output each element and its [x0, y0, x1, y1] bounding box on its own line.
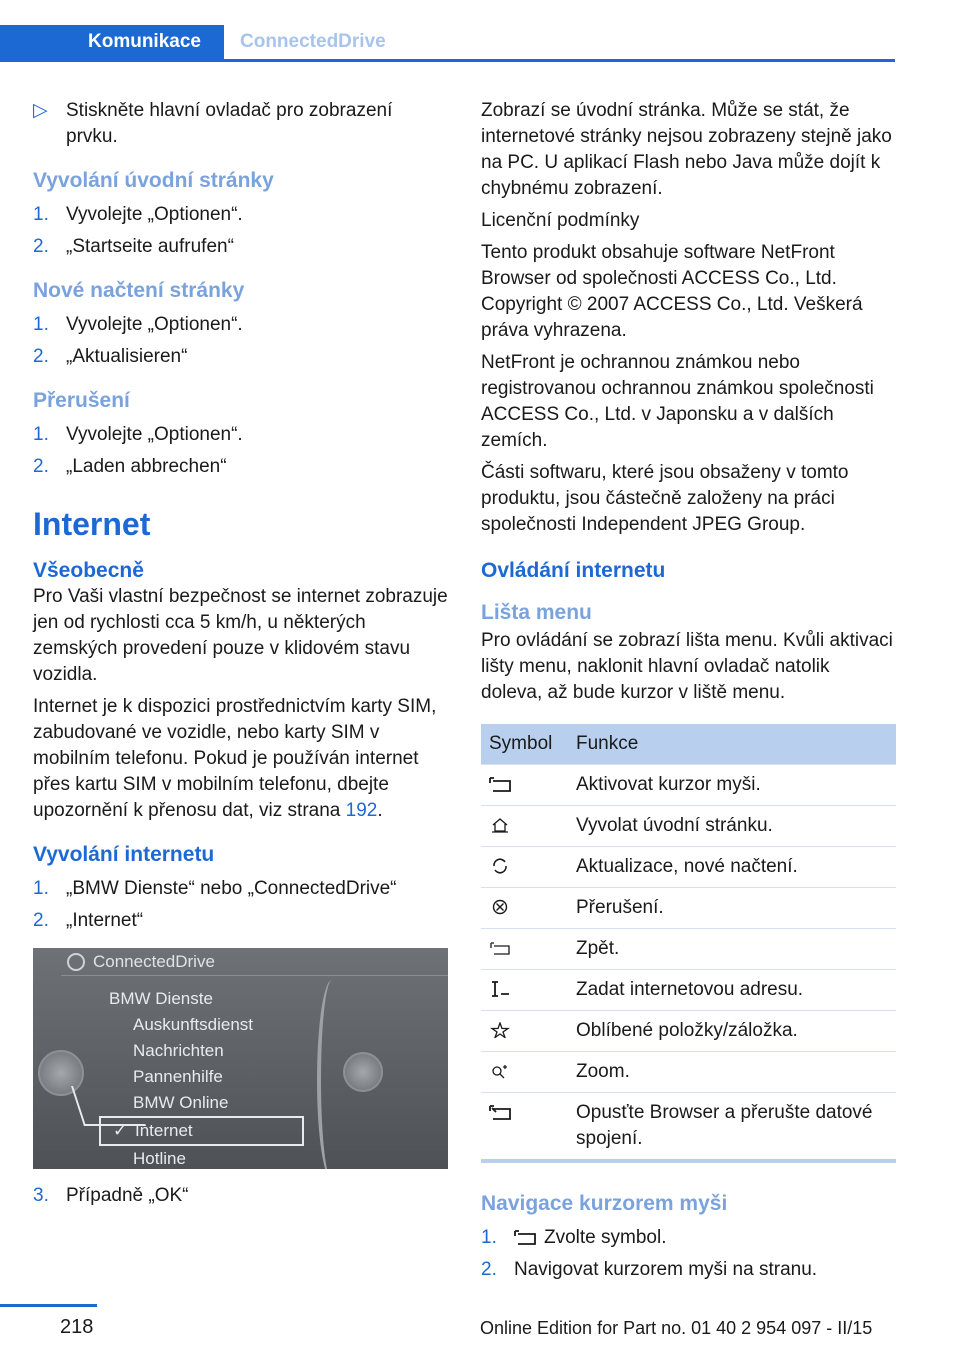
table-cell-icon	[481, 764, 568, 805]
step-number: 1.	[481, 1226, 497, 1248]
check-icon: ✓	[113, 1121, 128, 1140]
step-number: 2.	[33, 346, 49, 367]
screen-menu-item: BMW Dienste	[109, 989, 213, 1008]
right-column	[481, 98, 896, 1289]
footer-divider	[0, 1304, 97, 1307]
left-column	[33, 98, 448, 1215]
table-row	[481, 1010, 896, 1051]
section-title-cursor-navigation: Navigace kurzorem myši	[481, 1191, 728, 1215]
cancel-icon	[489, 899, 511, 915]
general-paragraph-2-end: .	[377, 800, 383, 821]
general-paragraph-2-text: Internet je k dispozici prostřednictvím karty SIM, zabudované ve vozidle, nebo karty SIM v mobilním telefonu. Pokud je používán internet přes kartu SIM v mobilním telefonu, dbejte upozornění k přenosu dat, viz strana	[33, 696, 437, 821]
tab-komunikace[interactable]: Komunikace	[0, 25, 224, 59]
list-item	[33, 1183, 448, 1209]
step-text: Zvolte symbol.	[544, 1226, 667, 1248]
triangle-bullet-icon: ▷	[33, 100, 48, 121]
step-text: „Startseite aufrufen“	[66, 236, 234, 257]
list-item	[33, 422, 448, 448]
table-header-symbol: Symbol	[481, 724, 568, 764]
callout-pointer	[71, 1086, 146, 1126]
table-cell-icon	[481, 928, 568, 969]
section-title-menu-bar: Lišta menu	[481, 601, 592, 624]
star-icon	[489, 1022, 511, 1038]
table-header-row	[481, 724, 896, 764]
list-item	[33, 454, 448, 480]
table-cell-function: Přerušení.	[568, 887, 896, 928]
section-title-reload: Nové načtení stránky	[33, 279, 245, 302]
paragraph-menu-bar: Pro ovládání se zobrazí lišta menu. Kvůli aktivaci lišty menu, naklonit hlavní ovladač natolik doleva, až bude kurzor v liště menu.	[481, 630, 893, 703]
zoom-icon	[489, 1063, 511, 1079]
table-row	[481, 1092, 896, 1161]
paragraph-netfront: Tento produkt obsahuje software NetFront Browser od společnosti ACCESS Co., Ltd. Copyright © 2007 ACCESS Co., Ltd. Veškerá práva vyhrazena.	[481, 242, 863, 341]
step-number: 2.	[33, 236, 49, 257]
section-title-call-internet: Vyvolání internetu	[33, 843, 215, 866]
mouse-cursor-icon	[514, 1229, 536, 1245]
step-number: 1.	[33, 314, 49, 335]
table-cell-function: Zpět.	[568, 928, 896, 969]
table-row	[481, 764, 896, 805]
table-row	[481, 969, 896, 1010]
screen-menu-item: Auskunftsdienst	[133, 1015, 254, 1034]
list-item	[33, 876, 448, 902]
step-text: Vyvolejte „Optionen“.	[66, 204, 243, 225]
table-cell-function: Zoom.	[568, 1051, 896, 1092]
table-cell-icon	[481, 969, 568, 1010]
intro-bullet	[33, 98, 448, 150]
step-number: 3.	[33, 1185, 49, 1206]
list-item	[33, 312, 448, 338]
general-paragraph-2	[33, 694, 448, 824]
step-number: 1.	[33, 204, 49, 225]
screen-menu-item: BMW Online	[133, 1093, 229, 1112]
intro-bullet-text: Stiskněte hlavní ovladač pro zobrazení prvku.	[66, 100, 393, 147]
step-text: „Laden abbrechen“	[66, 456, 227, 477]
section-title-control: Ovládání internetu	[481, 559, 666, 582]
section-title-cancel: Přerušení	[33, 389, 130, 412]
step-number: 2.	[481, 1258, 497, 1280]
screen-menu-item: Hotline	[133, 1149, 186, 1168]
table-cell-icon	[481, 805, 568, 846]
table-row	[481, 846, 896, 887]
step-number: 2.	[33, 910, 49, 931]
table-row	[481, 928, 896, 969]
paragraph-homepage-display: Zobrazí se úvodní stránka. Může se stát, že internetové stránky nejsou zobrazeny stejně jako na PC. U aplikací Flash nebo Java může dojít k chybnému zobrazení.	[481, 100, 892, 199]
step-text: Vyvolejte „Optionen“.	[66, 314, 243, 335]
table-cell-function: Aktivovat kurzor myši.	[568, 764, 896, 805]
table-row	[481, 805, 896, 846]
page-number: 218	[60, 1316, 94, 1338]
step-text: „Aktualisieren“	[66, 346, 188, 367]
paragraph-license-heading: Licenční podmínky	[481, 210, 640, 231]
home-icon	[489, 817, 511, 833]
paragraph-trademark: NetFront je ochrannou známkou nebo registrovanou ochrannou známkou společnosti ACCESS Co., Ltd. v Japonsku a v dalších zemích.	[481, 352, 874, 451]
step-text: Navigovat kurzorem myši na stranu.	[514, 1258, 818, 1280]
table-cell-icon	[481, 887, 568, 928]
table-cell-function: Opusťte Browser a přerušte datové spojení.	[568, 1092, 896, 1161]
list-item	[33, 344, 448, 370]
exit-browser-icon	[489, 1104, 511, 1120]
step-text: „BMW Dienste“ nebo „ConnectedDrive“	[66, 878, 397, 899]
table-cell-icon	[481, 1051, 568, 1092]
back-icon	[489, 940, 511, 956]
screen-menu-item: Pannenhilfe	[133, 1067, 223, 1086]
general-paragraph-1: Pro Vaši vlastní bezpečnost se internet zobrazuje jen od rychlosti cca 5 km/h, u některých zemských provedení pouze v klidovém stavu vozidla.	[33, 586, 448, 685]
tab-connecteddrive[interactable]: ConnectedDrive	[240, 31, 386, 52]
table-cell-function: Oblíbené položky/záložka.	[568, 1010, 896, 1051]
table-cell-function: Aktualizace, nové načtení.	[568, 846, 896, 887]
step-number: 1.	[33, 424, 49, 445]
controller-right-icon	[343, 1052, 383, 1092]
page-link-192[interactable]: 192	[345, 800, 378, 821]
table-header-function: Funkce	[568, 724, 896, 764]
screen-menu	[109, 986, 304, 1169]
chapter-header	[0, 25, 895, 62]
step-text: Vyvolejte „Optionen“.	[66, 424, 243, 445]
table-row	[481, 1051, 896, 1092]
step-number: 1.	[33, 878, 49, 899]
list-item	[481, 1257, 896, 1283]
reload-icon	[489, 858, 511, 874]
section-title-homepage: Vyvolání úvodní stránky	[33, 169, 274, 192]
table-cell-icon	[481, 1010, 568, 1051]
step-number: 2.	[33, 456, 49, 477]
section-title-general: Všeobecně	[33, 559, 144, 582]
step-text: „Internet“	[66, 910, 144, 931]
screen-menu-item: Nachrichten	[133, 1041, 224, 1060]
screen-menu-selected-label: Internet	[135, 1121, 193, 1140]
symbol-table	[481, 724, 896, 1163]
step-text: Případně „OK“	[66, 1185, 189, 1206]
screen-title-bar	[61, 948, 448, 976]
table-row	[481, 887, 896, 928]
table-cell-function: Vyvolat úvodní stránku.	[568, 805, 896, 846]
edition-footer: Online Edition for Part no. 01 40 2 954 097 - II/15	[480, 1318, 873, 1338]
list-item	[481, 1225, 896, 1251]
idrive-screen-image	[33, 948, 448, 1169]
table-cell-function: Zadat internetovou adresu.	[568, 969, 896, 1010]
address-input-icon	[489, 981, 511, 997]
paragraph-jpeg: Části softwaru, které jsou obsaženy v tomto produktu, jsou částečně založeny na práci společnosti Independent JPEG Group.	[481, 462, 849, 535]
table-cell-icon	[481, 846, 568, 887]
connecteddrive-icon	[67, 953, 85, 971]
list-item	[33, 908, 448, 934]
mouse-cursor-icon	[489, 776, 511, 792]
screen-title: ConnectedDrive	[93, 952, 215, 971]
table-cell-icon	[481, 1092, 568, 1161]
list-item	[33, 202, 448, 228]
chapter-title-internet: Internet	[33, 506, 151, 542]
list-item	[33, 234, 448, 260]
